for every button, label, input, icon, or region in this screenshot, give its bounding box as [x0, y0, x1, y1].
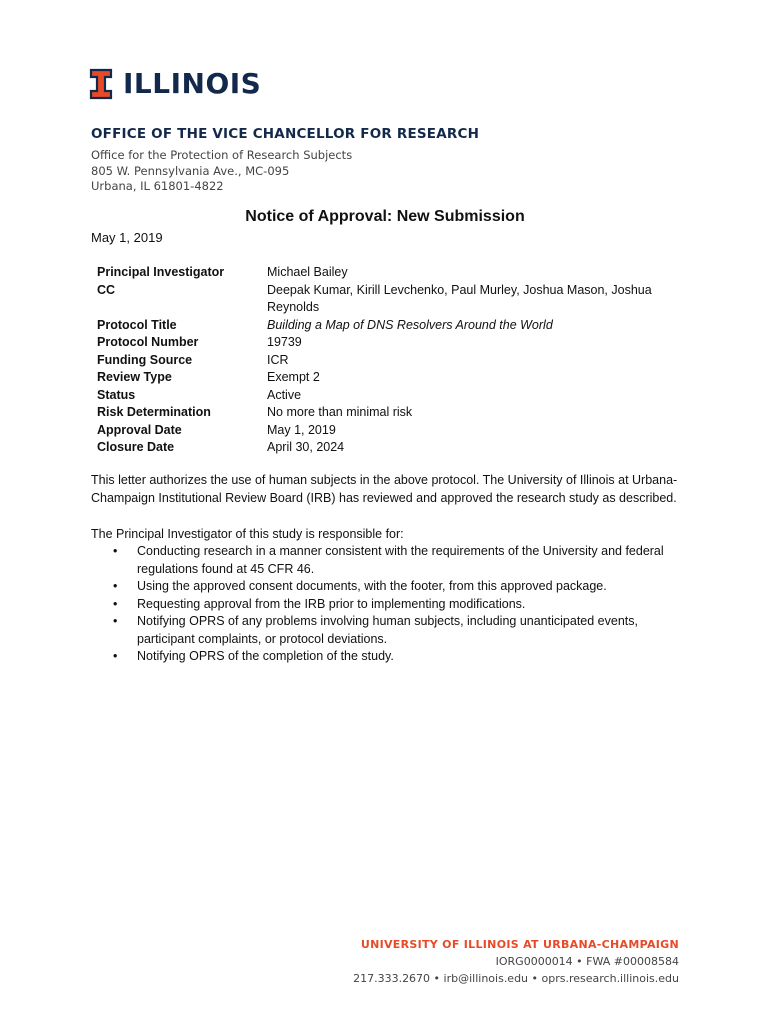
- list-item-text: Notifying OPRS of the completion of the study.: [137, 649, 394, 663]
- bullet-icon: •: [113, 579, 118, 593]
- responsibilities-intro: The Principal Investigator of this study is responsible for:: [91, 527, 404, 541]
- office-line: Office for the Protection of Research Subjects: [91, 148, 353, 162]
- detail-row: [97, 317, 657, 335]
- detail-value: Building a Map of DNS Resolvers Around the World: [267, 317, 553, 332]
- list-item-text: Requesting approval from the IRB prior to implementing modifications.: [137, 596, 526, 611]
- detail-value: No more than minimal risk: [267, 405, 413, 419]
- list-item: [113, 596, 693, 614]
- office-line: 805 W. Pennsylvania Ave., MC-095: [91, 163, 290, 178]
- footer-university: UNIVERSITY OF ILLINOIS AT URBANA-CHAMPAIGN: [360, 938, 679, 951]
- detail-value: Michael Bailey: [267, 265, 348, 279]
- detail-label: Review Type: [97, 370, 172, 384]
- notice-title: Notice of Approval: New Submission: [245, 208, 525, 225]
- bullet-icon: •: [113, 614, 118, 628]
- office-address: [91, 148, 352, 195]
- detail-row: [97, 369, 657, 387]
- list-item: [113, 578, 693, 596]
- list-item-text: Notifying OPRS of any problems involving human subjects, including unanticipated events, participant complaints, or protocol deviations.: [137, 614, 638, 646]
- detail-label: CC: [97, 282, 116, 297]
- list-item: [113, 648, 693, 666]
- detail-value: 19739: [267, 335, 302, 349]
- authorization-paragraph: This letter authorizes the use of human subjects in the above protocol. The University of Illinois at Urbana-Champaign Institutional Review Board (IRB) has reviewed and approved the research study as described.: [91, 473, 678, 505]
- detail-label: Principal Investigator: [97, 265, 225, 279]
- list-item: [113, 613, 693, 648]
- detail-row: [97, 282, 657, 300]
- notice-date: May 1, 2019: [91, 230, 163, 245]
- detail-label: Risk Determination: [97, 405, 211, 419]
- responsibilities-list: [113, 543, 693, 666]
- detail-label: Protocol Title: [97, 317, 177, 332]
- detail-value: ICR: [267, 352, 289, 367]
- footer-contact: 217.333.2670 • irb@illinois.edu • oprs.research.illinois.edu: [353, 972, 679, 985]
- detail-value: Exempt 2: [267, 370, 320, 384]
- detail-label: Protocol Number: [97, 335, 199, 349]
- detail-label: Status: [97, 387, 136, 402]
- bullet-icon: •: [113, 596, 118, 611]
- detail-row: [97, 334, 657, 352]
- detail-value: May 1, 2019: [267, 422, 336, 437]
- list-item-text: Using the approved consent documents, with the footer, from this approved package.: [137, 579, 607, 593]
- detail-row: [97, 387, 657, 405]
- detail-row: [97, 439, 657, 457]
- protocol-details: [97, 264, 657, 457]
- detail-row: [97, 422, 657, 440]
- detail-label: [97, 299, 267, 317]
- detail-row: [97, 299, 657, 317]
- office-line: Urbana, IL 61801-4822: [91, 179, 224, 193]
- detail-value: Reynolds: [267, 300, 320, 314]
- block-i-logo-icon: [89, 68, 113, 100]
- detail-value: Active: [267, 387, 302, 402]
- detail-label: Funding Source: [97, 352, 193, 367]
- detail-row: [97, 264, 657, 282]
- illinois-logo: [89, 68, 261, 100]
- detail-row: [97, 352, 657, 370]
- list-item-text: Conducting research in a manner consistent with the requirements of the University and federal regulations found at 45 CFR 46.: [137, 544, 664, 576]
- footer: [353, 938, 679, 985]
- bullet-icon: •: [113, 544, 118, 558]
- detail-value: April 30, 2024: [267, 440, 345, 454]
- detail-label: Approval Date: [97, 422, 182, 437]
- bullet-icon: •: [113, 649, 118, 663]
- detail-value: Deepak Kumar, Kirill Levchenko, Paul Murley, Joshua Mason, Joshua: [267, 282, 652, 297]
- logo-text: ILLINOIS: [123, 67, 262, 100]
- footer-ids: IORG0000014 • FWA #00008584: [495, 955, 679, 968]
- detail-label: Closure Date: [97, 440, 175, 454]
- office-title: OFFICE OF THE VICE CHANCELLOR FOR RESEARCH: [91, 126, 480, 142]
- list-item: [113, 543, 693, 578]
- detail-row: [97, 404, 657, 422]
